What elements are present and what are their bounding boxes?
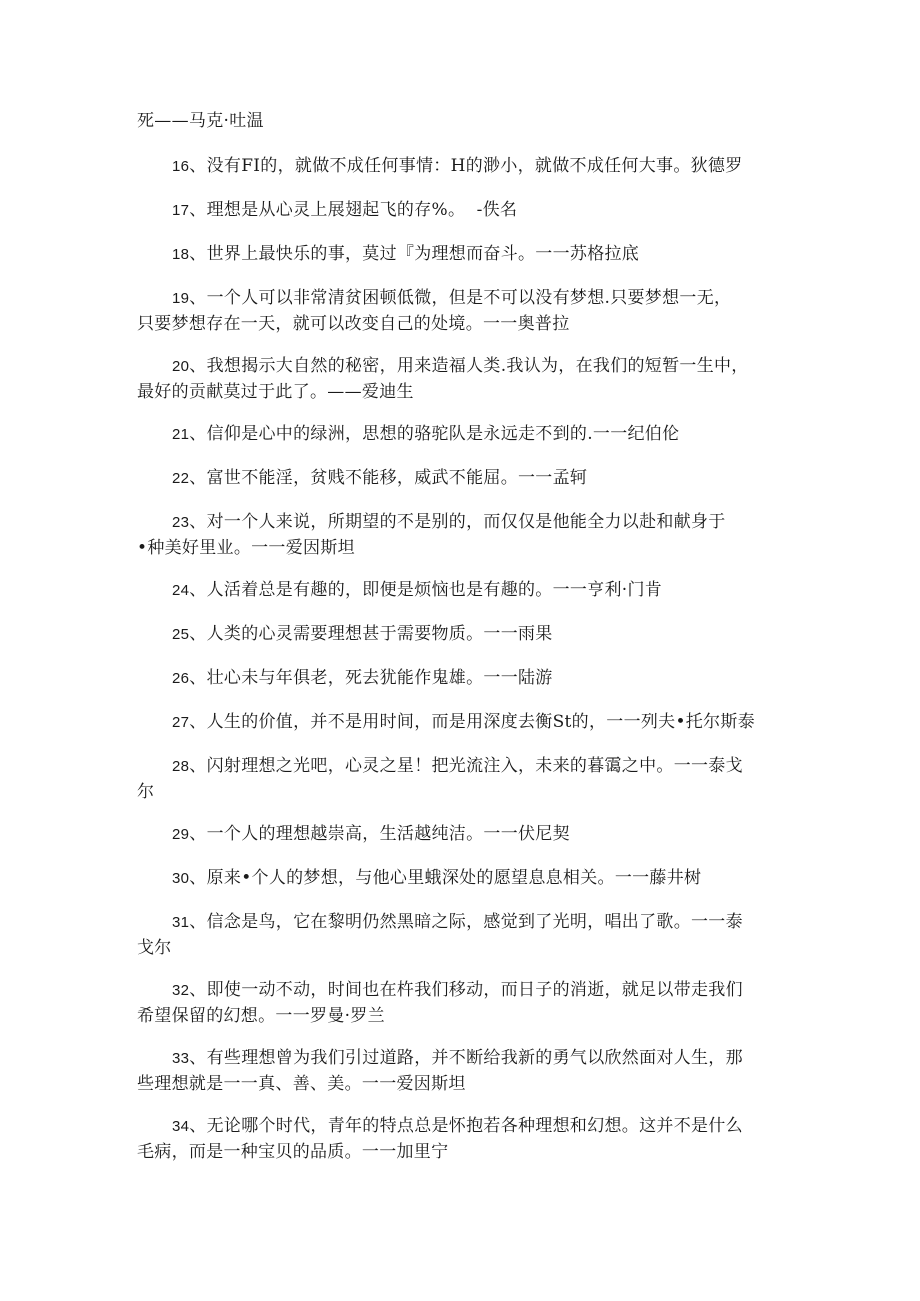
quote-text: 、原来•个人的梦想，与他心里蛾深处的愿望息息相关。一一藤井树 [189,868,702,888]
item-number: 32 [172,982,190,999]
quote-text: 、有些理想曾为我们引过道路，并不断给我新的勇气以欣然面对人生，那 [189,1048,743,1068]
quote-18 [172,242,639,267]
item-number: 24 [172,582,190,599]
quote-text: 、即使一动不动，时间也在杵我们移动，而日子的消逝，就足以带走我们 [189,980,743,1000]
quote-19 [172,286,731,311]
quote-text: 、信念是鸟，它在黎明仍然黑暗之际，感觉到了光明，唱出了歌。一一泰 [189,912,743,932]
quote-text: 、一个人的理想越崇高，生活越纯洁。一一伏尼契 [189,824,570,844]
quote-text: 、世界上最快乐的事，莫过『为理想而奋斗。一一苏格拉底 [189,244,640,264]
quote-34-cont: 毛病，而是一种宝贝的品质。一一加里宁 [137,1142,449,1162]
quote-23-cont: •种美好里业。一一爱因斯坦 [137,538,355,558]
quote-21 [172,422,679,447]
quote-30 [172,866,701,891]
item-number: 22 [172,470,190,487]
item-number: 20 [172,358,190,375]
quote-22 [172,466,587,491]
item-number: 18 [172,246,190,263]
quote-text: 、一个人可以非常清贫困顿低微，但是不可以没有梦想.只要梦想一无， [189,288,732,308]
quote-34 [172,1114,743,1139]
quote-33 [172,1046,743,1071]
continuation-line: 死——马克·吐温 [137,111,264,131]
quote-31 [172,910,743,935]
item-number: 29 [172,826,190,843]
item-number: 33 [172,1050,190,1067]
quote-17 [172,198,517,223]
quote-text: 、人活着总是有趣的，即便是烦恼也是有趣的。一一亨利·门肯 [189,580,663,600]
quote-text: 、闪射理想之光吧，心灵之星！把光流注入，未来的暮霭之中。一一泰戈 [189,756,743,776]
quote-text: 、信仰是心中的绿洲，思想的骆驼队是永远走不到的.一一纪伯伦 [189,424,680,444]
quote-text: 、壮心未与年俱老，死去犹能作鬼雄。一一陆游 [189,668,553,688]
item-number: 25 [172,626,190,643]
quote-31-cont: 戈尔 [137,938,172,958]
quote-text: 、人类的心灵需要理想甚于需要物质。一一雨果 [189,624,553,644]
item-number: 21 [172,426,190,443]
quote-20-cont: 最好的贡献莫过于此了。——爱迪生 [137,382,414,402]
quote-32-cont: 希望保留的幻想。一一罗曼·罗兰 [137,1006,385,1026]
quote-text: 、没有FI的，就做不成任何事情：H的渺小，就做不成任何大事。狄德罗 [189,156,743,176]
quote-text: 、无论哪个时代，青年的特点总是怀抱若各种理想和幻想。这并不是什么 [189,1116,743,1136]
item-number: 31 [172,914,190,931]
quote-32 [172,978,743,1003]
quote-text: 、人生的价值，并不是用时间，而是用深度去衡St的，一一列夫•托尔斯泰 [189,712,755,732]
quote-33-cont: 些理想就是一一真、善、美。一一爱因斯坦 [137,1074,466,1094]
quote-28-cont: 尔 [137,782,155,802]
quote-25 [172,622,553,647]
quote-text: 、对一个人来说，所期望的不是别的，而仅仅是他能全力以赴和献身于 [189,512,726,532]
quote-24 [172,578,662,603]
item-number: 28 [172,758,190,775]
quote-29 [172,822,570,847]
item-number: 19 [172,290,190,307]
item-number: 27 [172,714,190,731]
quote-text: 、理想是从心灵上展翅起飞的存%。 -佚名 [189,200,518,220]
quote-20 [172,354,749,379]
item-number: 30 [172,870,190,887]
quote-23 [172,510,726,535]
item-number: 23 [172,514,190,531]
quote-16 [172,154,743,179]
quote-19-cont: 只要梦想存在一天，就可以改变自己的处境。一一奥普拉 [137,314,570,334]
quote-28 [172,754,743,779]
item-number: 34 [172,1118,190,1135]
quote-26 [172,666,553,691]
item-number: 16 [172,158,190,175]
quote-text: 、我想揭示大自然的秘密，用来造福人类.我认为，在我们的短暂一生中， [189,356,749,376]
item-number: 26 [172,670,190,687]
quote-text: 、富世不能淫，贫贱不能移，威武不能屈。一一孟轲 [189,468,588,488]
item-number: 17 [172,202,190,219]
quote-27 [172,710,755,735]
